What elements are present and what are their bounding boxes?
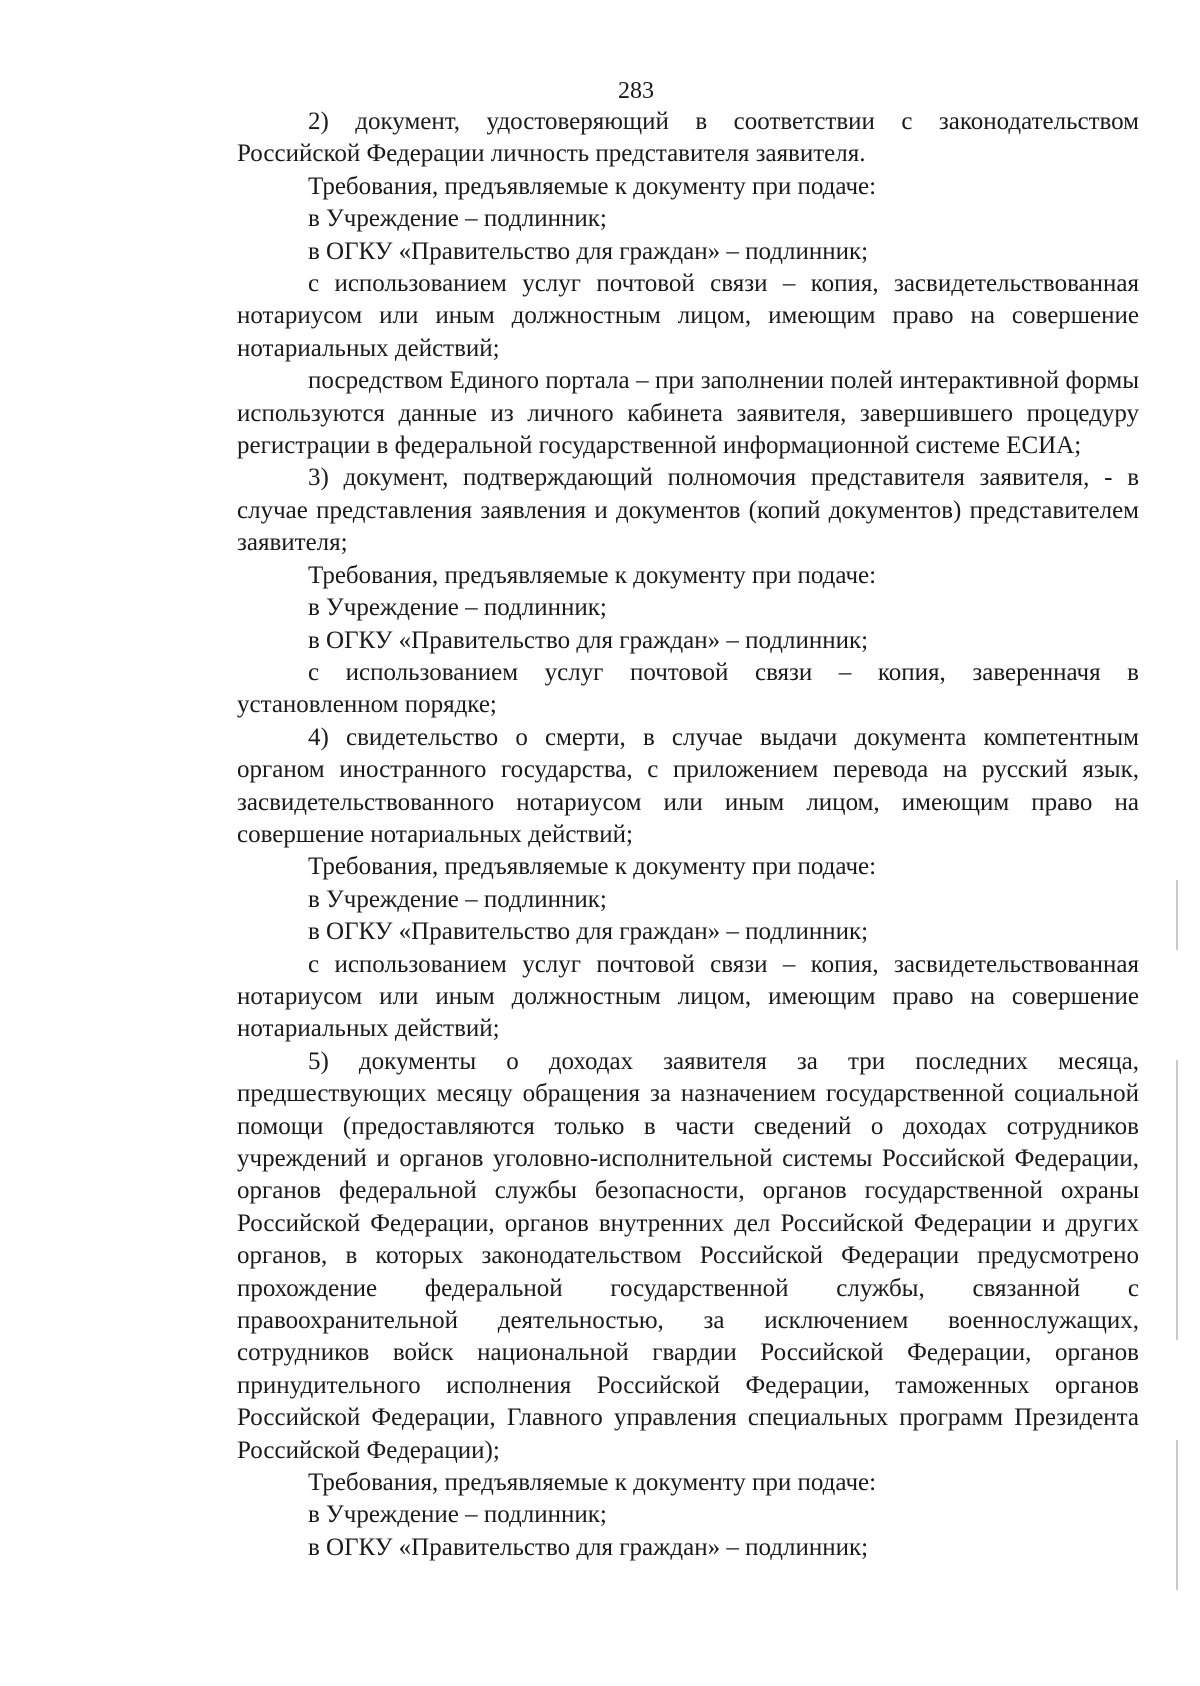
paragraph-authority-document: 3) документ, подтверждающий полномочия представителя заявителя, - в случае представления заявления и документов (копий документов) представителем заявителя; [237,464,1139,557]
paragraph-postal-copy: с использованием услуг почтовой связи – копия, засвидетельствованная нотариусом или иным должностным лицом, имеющим право на совершение нотариальных действий; [237,950,1139,1043]
paragraph-institution-original: в Учреждение – подлинник; [308,885,607,913]
paragraph-ogku-original: в ОГКУ «Правительство для граждан» – подлинник; [308,918,869,946]
paragraph-postal-copy: с использованием услуг почтовой связи – копия, заверенначя в установленном порядке; [237,658,1139,719]
paragraph-requirements-heading: Требования, предъявляемые к документу при подаче: [308,853,877,881]
paragraph-representative-id: 2) документ, удостоверяющий в соответствии с законодательством Российской Федерации личность представителя заявителя. [237,108,1139,168]
paragraph-institution-original: в Учреждение – подлинник; [308,594,607,622]
scan-edge-mark [1176,880,1178,950]
page-number: 283 [618,78,654,104]
paragraph-requirements-heading: Требования, предъявляемые к документу при подаче: [308,172,877,200]
document-body [237,106,1139,1564]
paragraph-death-certificate: 4) свидетельство о смерти, в случае выдачи документа компетентным органом иностранного государства, с приложением перевода на русский язык, засвидетельствованного нотариусом или иным лицом, имеющим право на совершение нотариальных действий; [237,723,1139,848]
paragraph-institution-original: в Учреждение – подлинник; [308,205,607,233]
paragraph-unified-portal: посредством Единого портала – при заполнении полей интерактивной формы используются данные из личного кабинета заявителя, завершившего процедуру регистрации в федеральной государственной информационной системе ЕСИА; [237,367,1139,460]
paragraph-ogku-original: в ОГКУ «Правительство для граждан» – подлинник; [308,237,869,265]
paragraph-institution-original: в Учреждение – подлинник; [308,1501,607,1529]
paragraph-requirements-heading: Требования, предъявляемые к документу при подаче: [308,561,877,589]
paragraph-postal-copy: с использованием услуг почтовой связи – копия, засвидетельствованная нотариусом или иным должностным лицом, имеющим право на совершение нотариальных действий; [237,270,1139,362]
paragraph-ogku-original: в ОГКУ «Правительство для граждан» – подлинник; [308,626,869,654]
scan-edge-mark [1176,1440,1178,1590]
paragraph-requirements-heading: Требования, предъявляемые к документу при подаче: [308,1469,877,1497]
paragraph-income-documents: 5) документы о доходах заявителя за три последних месяца, предшествующих месяцу обращения за назначением государственной социальной помощи (предоставляются только в части сведений о доходах сотрудников учреждений и органов уголовно-исполнительной системы Российской Федерации, органов федеральной службы безопасности, органов государственной охраны Российской Федерации, органов внутренних дел Российской Федерации и других органов, в которых законодательством Российской Федерации предусмотрено прохождение федеральной государственной службы, связанной с правоохранительной деятельностью, за исключением военнослужащих, сотрудников войск национальной гвардии Российской Федерации, органов принудительного исполнения Российской Федерации, таможенных органов Российской Федерации, Главного управления специальных программ Президента Российской Федерации); [237,1047,1139,1464]
scan-edge-mark [1176,1060,1178,1340]
paragraph-ogku-original: в ОГКУ «Правительство для граждан» – подлинник; [308,1533,869,1561]
